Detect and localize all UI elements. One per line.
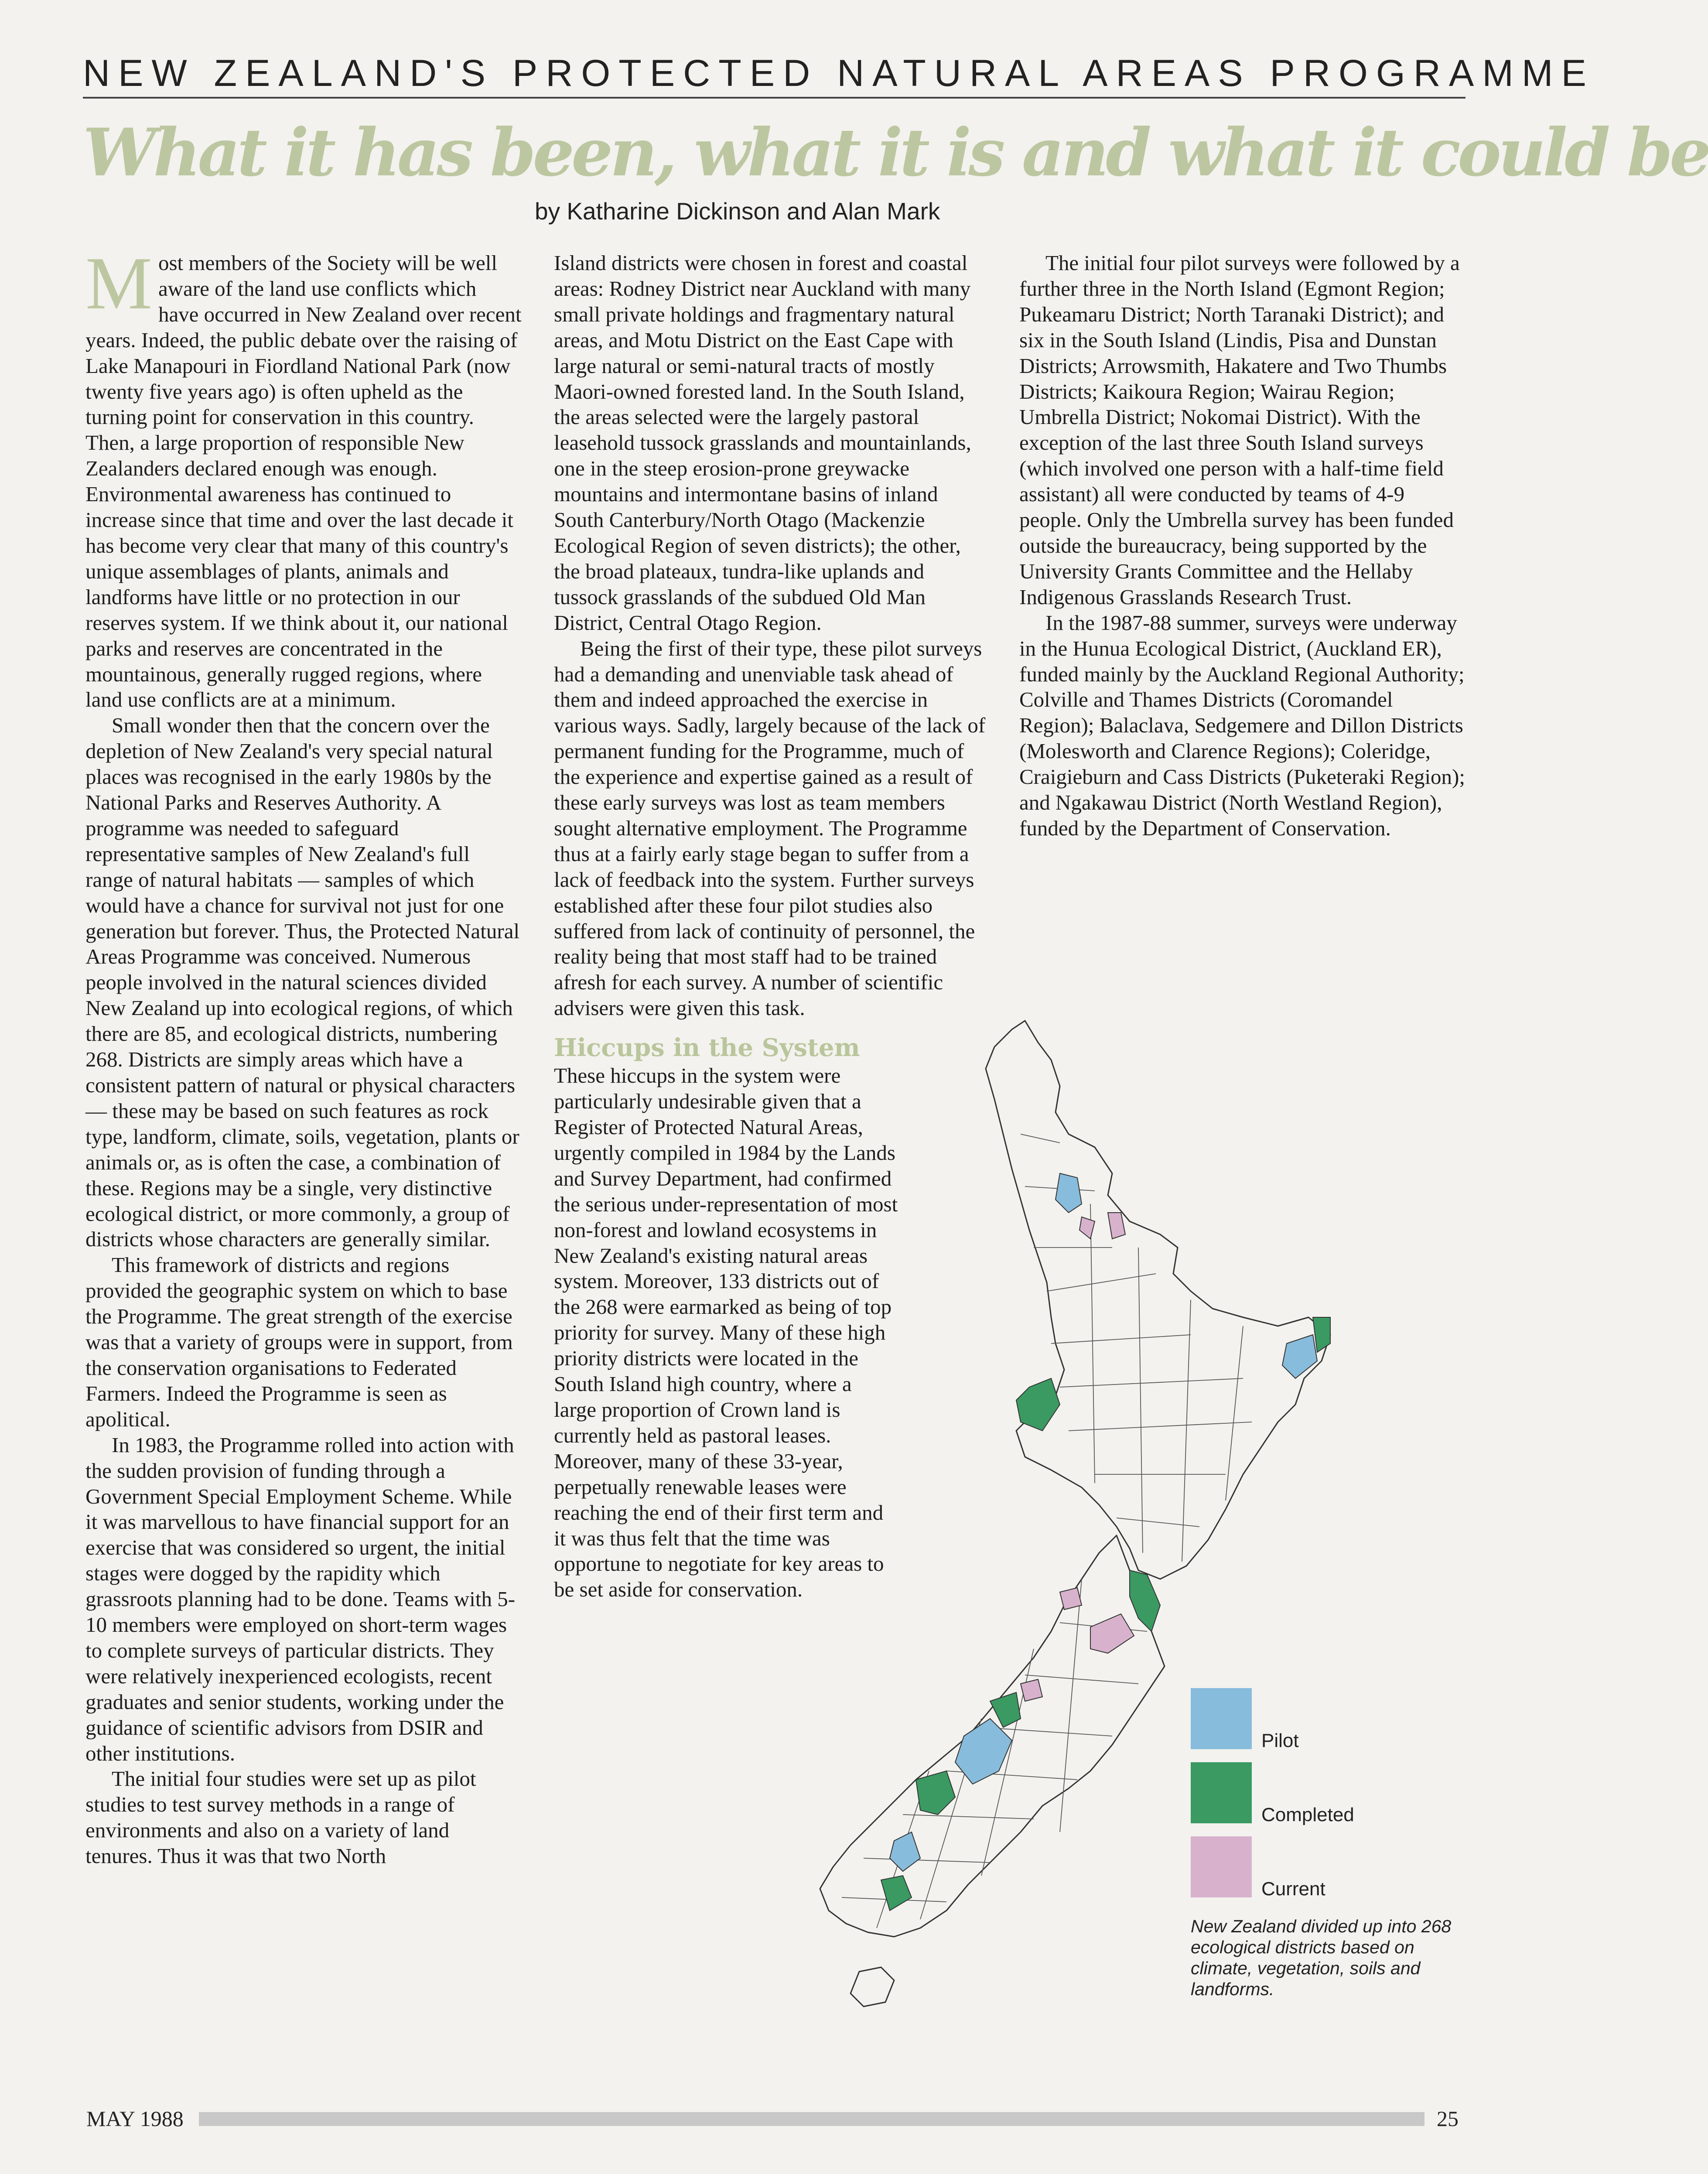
completed-area [1313,1317,1330,1352]
paragraph: Most members of the Society will be well aware of the land use conflicts which have occurred in New Zealand over recent years. Indeed, the public debate over the raising of Lake Manapouri in Fiordland National Park (now twenty five years ago) is often upheld as the turning point for conservation in this country. Then, a large proportion of responsible New Zealanders declared enough was enough. Environmental awareness has continued to increase since that time and over the last decade it has become very clear that many of this country's unique assemblages of plants, animals and landforms have little or no protection in our reserves system. If we think about it, our national parks and reserves are concentrated in the mountainous, generally rugged regions, where land use conflicts are at a minimum. [85,242,522,712]
completed-area [990,1692,1021,1727]
stewart-island-outline [851,1967,894,2007]
byline: by Katharine Dickinson and Alan Mark [535,198,940,225]
current-area [1108,1213,1125,1239]
current-area [1021,1679,1042,1701]
paragraph: In 1983, the Programme rolled into action with the sudden provision of funding through a Government Special Employment Scheme. While it was marvellous to have financial support for an exercise that was considered so urgent, the initial stages were dogged by the rapidity which grassroots planning had to be done. Teams with 5-10 members were employed on short-term wages to complete surveys of particular districts. They were relatively inexperienced ecologists, recent graduates and senior students, working under the guidance of scientific advisors from DSIR and other institutions. [85,1432,516,1765]
completed-area [1016,1378,1060,1431]
legend-label: Pilot [1261,1730,1299,1751]
drop-cap: M [85,242,152,325]
pilot-area [1056,1173,1082,1213]
legend-swatch [1191,1688,1252,1749]
legend-item-completed [1191,1762,1470,1836]
paragraph: Small wonder then that the concern over the depletion of New Zealand's very special natural places was recognised in the early 1980s by the National Parks and Reserves Authority. A programme was needed to safeguard representative samples of New Zealand's full range of natural habitats — samples of which would have a chance for survival not just for one generation but forever. Thus, the Protected Natural Areas Programme was conceived. Numerous people involved in the natural sciences divided New Zealand up into ecological regions, of which there are 85, and ecological districts, numbering 268. Districts are simply areas which have a consistent pattern of natural or physical characters — these may be based on such features as rock type, landform, climate, soils, vegetation, plants or animals or, as is often the case, a combination of these. Regions may be a single, very distinctive ecological district, or more commonly, a group of districts whose characters are generally similar. [85,713,520,1251]
pilot-area [890,1832,920,1871]
current-area [1079,1217,1095,1239]
text-column-1 [85,242,522,1869]
issue-date: MAY 1988 [86,2106,184,2131]
legend-swatch [1191,1762,1252,1823]
north-island-outline [986,1021,1330,1579]
map-legend [1191,1688,1470,1911]
completed-area [916,1771,955,1815]
legend-label: Current [1261,1878,1325,1900]
legend-swatch [1191,1836,1252,1897]
paragraph: In the 1987-88 summer, surveys were underway in the Hunua Ecological District, (Auckland ER), funded mainly by the Auckland Regional Authority; Colville and Thames Districts (Coromandel Region); Balaclava, Sedgemere and Dillon Districts (Molesworth and Clarence Regions); Coleridge, Craigieburn and Cass Districts (Puketeraki Region); and Ngakawau District (North Westland Region), funded by the Department of Conservation. [1019,610,1465,840]
text-column-3 [1019,250,1469,841]
subheading: Hiccups in the System [554,1033,860,1063]
article-title: What it has been, what it is and what it could be [83,114,1708,191]
paragraph: The initial four pilot surveys were followed by a further three in the North Island (Egmont Region; Pukeamaru District; North Taranaki District); and six in the South Island (Lindis, Pisa and Dunstan Districts; Arrowsmith, Hakatere and Two Thumbs Districts; Kaikoura Region; Wairau Region; Umbrella District; Nokomai District). With the exception of the last three South Island surveys (which involved one person with a half-time field assistant) all were conducted by teams of 4-9 people. Only the Umbrella survey has been funded outside the bureaucracy, being supported by the University Grants Committee and the Hellaby Indigenous Grasslands Research Trust. [1019,251,1460,609]
paragraph: Island districts were chosen in forest and coastal areas: Rodney District near Auckland with many small private holdings and fragmentary natural areas, and Motu District on the East Cape with large natural or semi-natural tracts of mostly Maori-owned forested land. In the South Island, the areas selected were the largely pastoral leasehold tussock grasslands and mountainlands, one in the steep erosion-prone greywacke mountains and intermontane basins of inland South Canterbury/North Otago (Mackenzie Ecological Region of seven districts); the other, the broad plateaux, tundra-like uplands and tussock grasslands of the subdued Old Man District, Central Otago Region. [554,251,971,635]
legend-item-current [1191,1836,1470,1911]
page-number: 25 [1437,2106,1459,2131]
footer-rule [199,2112,1424,2126]
paragraph: Being the first of their type, these pilot surveys had a demanding and unenviable task ahead of them and indeed approached the exercise in various ways. Sadly, largely because of the lack of permanent funding for the Programme, much of the experience and expertise gained as a result of these early surveys was lost as team members sought alternative employment. The Programme thus at a fairly early stage began to suffer from a lack of feedback into the system. Further surveys established after these four pilot studies also suffered from lack of continuity of personnel, the reality being that most staff had to be trained afresh for each survey. A number of scientific advisers were given this task. [554,636,986,1020]
completed-area [1130,1570,1160,1631]
current-area [1060,1588,1082,1610]
map-caption: New Zealand divided up into 268 ecological districts based on climate, vegetation, soils and landforms. [1191,1916,1452,1999]
paragraph: These hiccups in the system were particularly undesirable given that a Register of Protected Natural Areas, urgently compiled in 1984 by the Lands and Survey Department, had confirmed the serious under-representation of most non-forest and lowland ecosystems in New Zealand's existing natural areas system. Moreover, 133 districts out of the 268 were earmarked as being of top priority for survey. Many of these high priority districts were located in the South Island high country, where a large proportion of Crown land is currently held as pastoral leases. Moreover, many of these 33-year, perpetually renewable leases were reaching the end of their first term and it was thus felt that the time was opportune to negotiate for key areas to be set aside for conservation. [554,1063,898,1602]
legend-item-pilot [1191,1688,1470,1762]
paragraph: This framework of districts and regions provided the geographic system on which to base the Programme. The great strength of the exercise was that a variety of groups were in support, from the conservation organisations to Federated Farmers. Indeed the Programme is seen as apolitical. [85,1253,513,1431]
completed-area [881,1876,912,1911]
kicker-rule [83,97,1465,99]
paragraph: The initial four studies were set up as pilot studies to test survey methods in a range of environments and also on a variety of land tenures. Thus it was that two North [85,1767,476,1868]
legend-label: Completed [1261,1804,1354,1825]
section-kicker: NEW ZEALAND'S PROTECTED NATURAL AREAS PROGRAMME [83,52,1595,94]
pilot-area [1282,1335,1317,1378]
current-area [1090,1614,1134,1653]
